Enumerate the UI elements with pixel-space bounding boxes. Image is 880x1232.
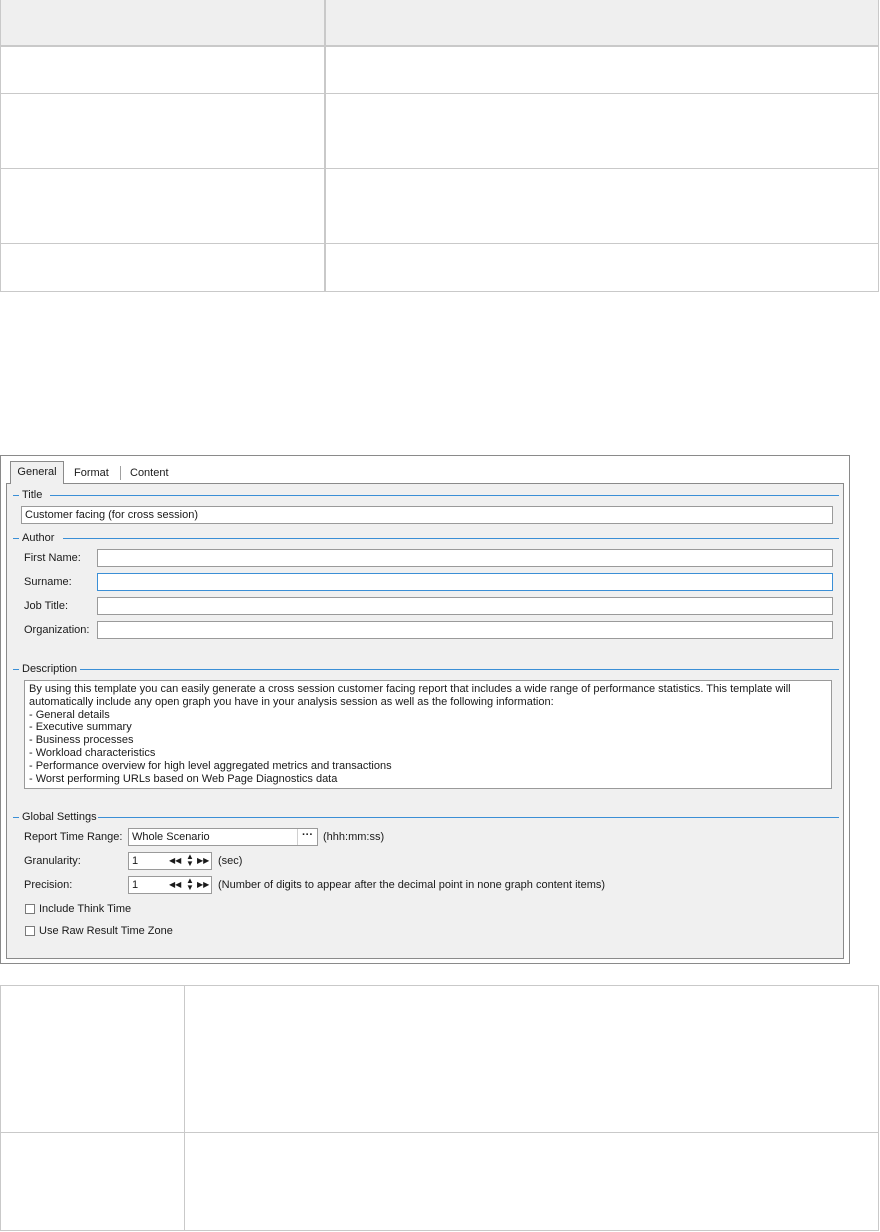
- tab-content[interactable]: Content: [130, 467, 169, 479]
- surname-label: Surname:: [24, 576, 72, 588]
- include-think-time-checkbox[interactable]: [25, 904, 35, 914]
- bottom-table-row-divider: [1, 1132, 878, 1133]
- surname-input[interactable]: [97, 573, 833, 591]
- global-settings-group-label: Global Settings: [13, 810, 97, 824]
- raw-time-zone-label[interactable]: Use Raw Result Time Zone: [39, 925, 173, 937]
- author-group-line: [63, 538, 839, 539]
- granularity-label: Granularity:: [24, 855, 81, 867]
- top-table-column-divider: [324, 0, 326, 291]
- raw-time-zone-checkbox[interactable]: [25, 926, 35, 936]
- bottom-table: [0, 985, 879, 1231]
- title-group-label: Title: [13, 488, 42, 502]
- title-input[interactable]: [21, 506, 833, 524]
- bottom-table-column-divider: [184, 986, 185, 1230]
- general-tab-panel: [6, 483, 844, 959]
- job-title-label: Job Title:: [24, 600, 69, 612]
- top-table-row-divider: [1, 93, 878, 94]
- time-range-browse-button[interactable]: ···: [297, 829, 317, 845]
- precision-value: 1: [132, 879, 139, 891]
- spin-last-icon[interactable]: ▶▶: [197, 856, 210, 865]
- precision-unit-label: (Number of digits to appear after the decimal point in none graph content items): [218, 879, 606, 891]
- job-title-input[interactable]: [97, 597, 833, 615]
- precision-spinner[interactable]: [128, 876, 212, 894]
- title-group-line: [50, 495, 839, 496]
- spin-up-down-icon[interactable]: ▲ ▼: [186, 876, 194, 892]
- first-name-input[interactable]: [97, 549, 833, 567]
- report-time-range-combo[interactable]: [128, 828, 318, 846]
- tab-format[interactable]: Format: [74, 467, 109, 479]
- author-group-label: Author: [13, 531, 54, 545]
- granularity-spinner[interactable]: [128, 852, 212, 870]
- top-table: [0, 0, 879, 292]
- top-table-row-divider: [1, 243, 878, 244]
- granularity-unit-label: (sec): [218, 855, 243, 867]
- tab-separator: [120, 466, 121, 480]
- first-name-label: First Name:: [24, 552, 81, 564]
- organization-label: Organization:: [24, 624, 90, 636]
- spin-first-icon[interactable]: ◀◀: [169, 880, 182, 889]
- precision-label: Precision:: [24, 879, 73, 891]
- top-table-row-divider: [1, 168, 878, 169]
- spin-first-icon[interactable]: ◀◀: [169, 856, 182, 865]
- description-group-label: Description: [13, 662, 77, 676]
- organization-input[interactable]: [97, 621, 833, 639]
- tab-strip: [1, 456, 849, 483]
- spin-up-down-icon[interactable]: ▲ ▼: [186, 852, 194, 868]
- report-template-dialog: [0, 455, 850, 964]
- report-time-range-label: Report Time Range:: [24, 831, 123, 843]
- report-time-range-value: Whole Scenario: [132, 831, 210, 843]
- description-group-line: [80, 669, 839, 670]
- spin-last-icon[interactable]: ▶▶: [197, 880, 210, 889]
- granularity-value: 1: [132, 855, 139, 867]
- time-range-unit-label: (hhh:mm:ss): [323, 831, 385, 843]
- tab-general[interactable]: General: [10, 461, 64, 484]
- top-table-header-row: [1, 0, 878, 47]
- global-settings-group-line: [98, 817, 839, 818]
- include-think-time-label[interactable]: Include Think Time: [39, 903, 132, 915]
- description-textarea[interactable]: By using this template you can easily generate a cross session customer facing report that includes a wide range of performance statistics. This template will automatically include any open graph you have in your analysis session as well as the following information: - General details - Executive summary - Business processes - Workload characteristics - Performance overview for high level aggregated metrics and transactions - Worst performing URLs based on Web Page Diagnostics data: [24, 680, 832, 789]
